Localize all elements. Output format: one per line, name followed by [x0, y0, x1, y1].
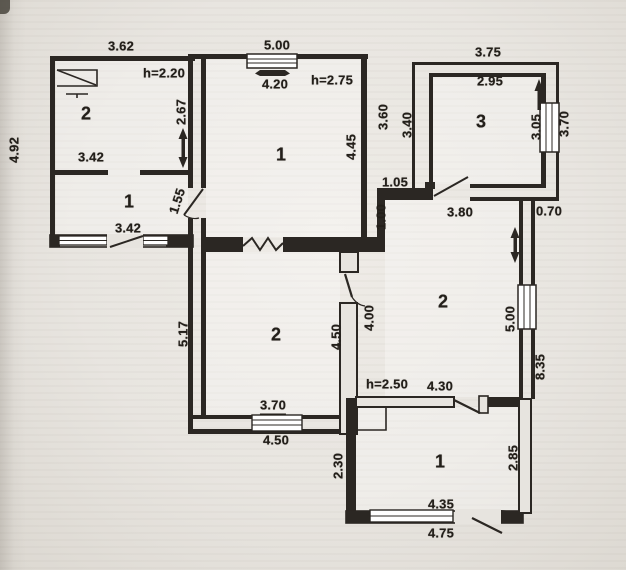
vent-mark: [255, 70, 290, 76]
height-label: h=2.75: [310, 72, 354, 88]
dimension-label: 4.30: [426, 378, 454, 394]
dimension-label: 2.30: [330, 452, 346, 480]
window: [247, 54, 297, 68]
dimension-label: 4.50: [262, 432, 290, 448]
dimension-label: 3.80: [446, 204, 474, 220]
dimension-label: 3.62: [107, 38, 135, 54]
room-label: 1: [275, 144, 287, 165]
dimension-label: 2.95: [476, 73, 504, 89]
dimension-label: 3.70: [556, 110, 572, 138]
dimension-label: 4.50: [328, 323, 344, 351]
dimension-label: 3.42: [77, 149, 105, 165]
dimension-label: 1.00: [373, 203, 389, 231]
dimension-label: 4.20: [261, 76, 289, 92]
dimension-label: 3.60: [375, 103, 391, 131]
door-swing: [345, 274, 365, 306]
dimension-label: 4.00: [361, 304, 377, 332]
dimension-label: 5.17: [175, 320, 191, 348]
dimension-label: 3.40: [399, 111, 415, 139]
door-swing: [107, 234, 143, 248]
dimension-label: 3.70: [259, 397, 287, 413]
room-interiors: [56, 60, 541, 511]
window: [540, 103, 559, 152]
dimension-label: 3.42: [114, 220, 142, 236]
dimension-label: 2.67: [173, 98, 189, 126]
wall-break-symbol: [243, 238, 283, 250]
dimension-label: 8.35: [532, 353, 548, 381]
dimension-label: 0.70: [535, 203, 563, 219]
room-label: 1: [434, 451, 446, 472]
room-label: 3: [475, 111, 487, 132]
window: [252, 415, 302, 431]
dimension-label: 4.35: [427, 496, 455, 512]
height-label: h=2.50: [365, 376, 409, 392]
dimension-label: 1.55: [165, 186, 189, 216]
room-label: 1: [123, 191, 135, 212]
dimension-label: 2.85: [505, 444, 521, 472]
window: [370, 510, 453, 522]
room-label: 2: [80, 103, 92, 124]
dimension-label: 4.92: [6, 136, 22, 164]
dimension-label: 3.75: [474, 44, 502, 60]
door-swing: [455, 509, 502, 533]
window: [518, 285, 536, 329]
height-label: h=2.20: [142, 65, 186, 81]
dimension-label: 4.45: [343, 133, 359, 161]
dimension-label: 1.05: [381, 174, 409, 190]
window: [59, 236, 107, 245]
room-label: 2: [270, 324, 282, 345]
dimension-label: 5.00: [263, 37, 291, 53]
dimension-label: 4.75: [427, 525, 455, 541]
dimension-label: 5.00: [502, 305, 518, 333]
window: [143, 236, 168, 245]
room-label: 2: [437, 291, 449, 312]
dimension-label: 3.05: [528, 113, 544, 141]
